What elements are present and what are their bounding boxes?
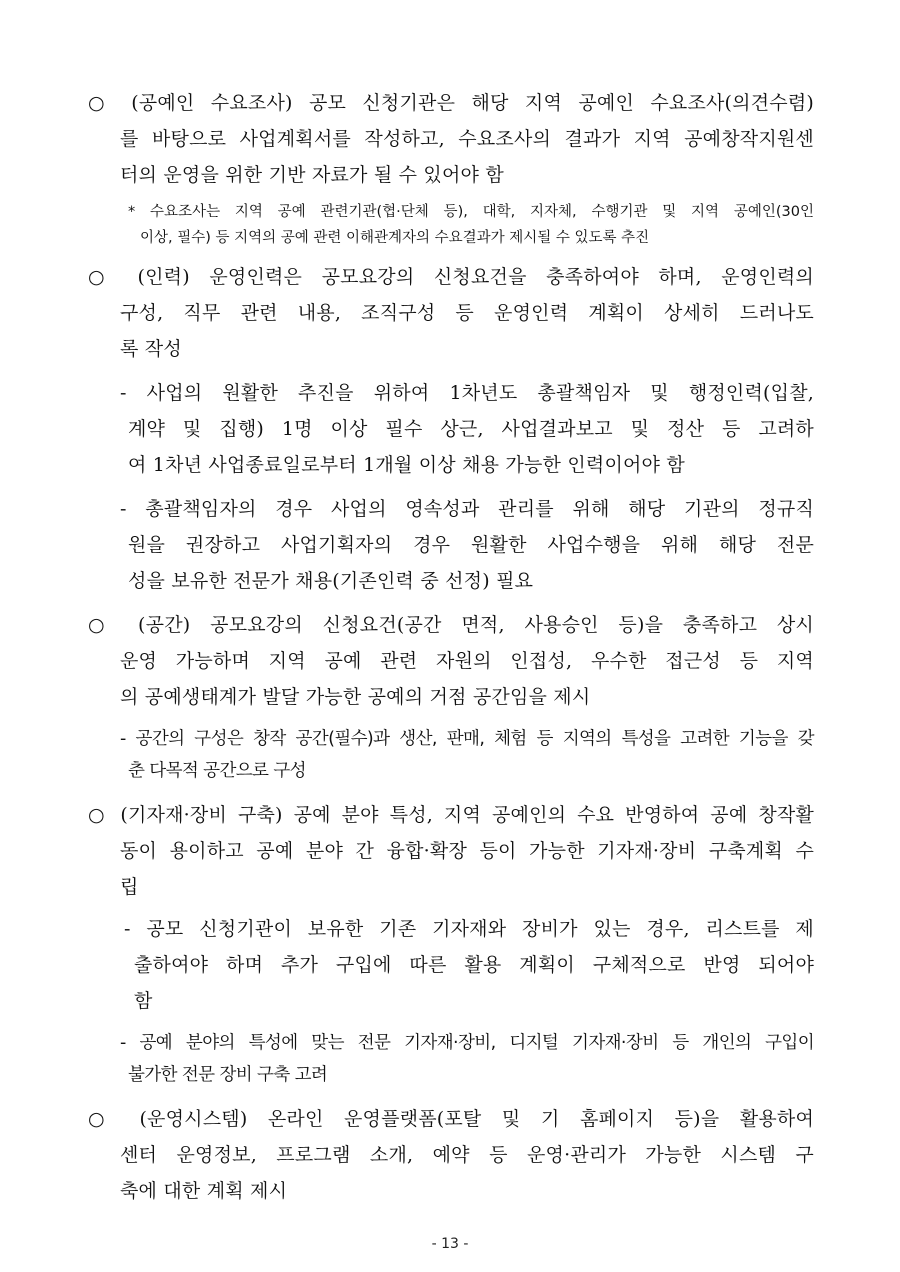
section-1-line-1: ○ (공예인 수요조사) 공모 신청기관은 해당 지역 공예인 수요조사(의견수렴) [88, 92, 814, 114]
sub-2-2-line-3: 성을 보유한 전문가 채용(기존인력 중 선정) 필요 [128, 570, 534, 592]
section-2-line-2: 구성, 직무 관련 내용, 조직구성 등 운영인력 계획이 상세히 드러나도 [120, 302, 814, 324]
section-5-line-3: 축에 대한 계획 제시 [120, 1180, 288, 1202]
sub-4-1-line-3: 함 [134, 990, 153, 1012]
sub-2-1-line-2: 계약 및 집행) 1명 이상 필수 상근, 사업결과보고 및 정산 등 고려하 [128, 418, 814, 440]
page-number: - 13 - [431, 1236, 469, 1252]
sub-4-1-line-2: 출하여야 하며 추가 구입에 따른 활용 계획이 구체적으로 반영 되어야 [134, 954, 814, 976]
section-4-line-3: 립 [120, 876, 139, 898]
section-5-line-2: 센터 운영정보, 프로그램 소개, 예약 등 운영·관리가 가능한 시스템 구 [120, 1144, 814, 1166]
section-2-line-3: 록 작성 [120, 338, 182, 360]
section-2-line-1: ○ (인력) 운영인력은 공모요강의 신청요건을 충족하여야 하며, 운영인력의 [88, 266, 814, 288]
sub-2-2-line-1: - 총괄책임자의 경우 사업의 영속성과 관리를 위해 해당 기관의 정규직 [120, 498, 814, 520]
sub-3-1-line-1: - 공간의 구성은 창작 공간(필수)과 생산, 판매, 체험 등 지역의 특성을 고려한 기능을 갖 [120, 729, 814, 749]
sub-4-2-line-2: 불가한 전문 장비 구축 고려 [128, 1065, 328, 1085]
note-line-1: * 수요조사는 지역 공예 관련기관(협·단체 등), 대학, 지자체, 수행기관 및 지역 공예인(30인 [128, 204, 814, 220]
sub-4-1-line-1: - 공모 신청기관이 보유한 기존 기자재와 장비가 있는 경우, 리스트를 제 [124, 918, 814, 940]
sub-2-2-line-2: 원을 권장하고 사업기획자의 경우 원활한 사업수행을 위해 해당 전문 [128, 534, 814, 556]
sub-2-1-line-3: 여 1차년 사업종료일로부터 1개월 이상 채용 가능한 인력이어야 함 [128, 454, 685, 476]
section-1-line-2: 를 바탕으로 사업계획서를 작성하고, 수요조사의 결과가 지역 공예창작지원센 [120, 128, 814, 150]
section-3-line-2: 운영 가능하며 지역 공예 관련 자원의 인접성, 우수한 접근성 등 지역 [120, 650, 814, 672]
section-4-line-1: ○ (기자재·장비 구축) 공예 분야 특성, 지역 공예인의 수요 반영하여 공예 창작활 [88, 804, 814, 826]
sub-3-1-line-2: 춘 다목적 공간으로 구성 [128, 761, 306, 781]
section-5-line-1: ○ (운영시스템) 온라인 운영플랫폼(포탈 및 기 홈페이지 등)을 활용하여 [88, 1108, 814, 1130]
section-4-line-2: 동이 용이하고 공예 분야 간 융합·확장 등이 가능한 기자재·장비 구축계획 수 [120, 840, 814, 862]
section-1-line-3: 터의 운영을 위한 기반 자료가 될 수 있어야 함 [120, 164, 504, 186]
sub-4-2-line-1: - 공예 분야의 특성에 맞는 전문 기자재·장비, 디지털 기자재·장비 등 개인의 구입이 [120, 1033, 814, 1053]
note-line-2: 이상, 필수) 등 지역의 공예 관련 이해관계자의 수요결과가 제시될 수 있도록 추진 [140, 230, 650, 246]
section-3-line-3: 의 공예생태계가 발달 가능한 공예의 거점 공간임을 제시 [120, 686, 591, 708]
section-3-line-1: ○ (공간) 공모요강의 신청요건(공간 면적, 사용승인 등)을 충족하고 상시 [88, 614, 814, 636]
sub-2-1-line-1: - 사업의 원활한 추진을 위하여 1차년도 총괄책임자 및 행정인력(입찰, [120, 382, 814, 404]
